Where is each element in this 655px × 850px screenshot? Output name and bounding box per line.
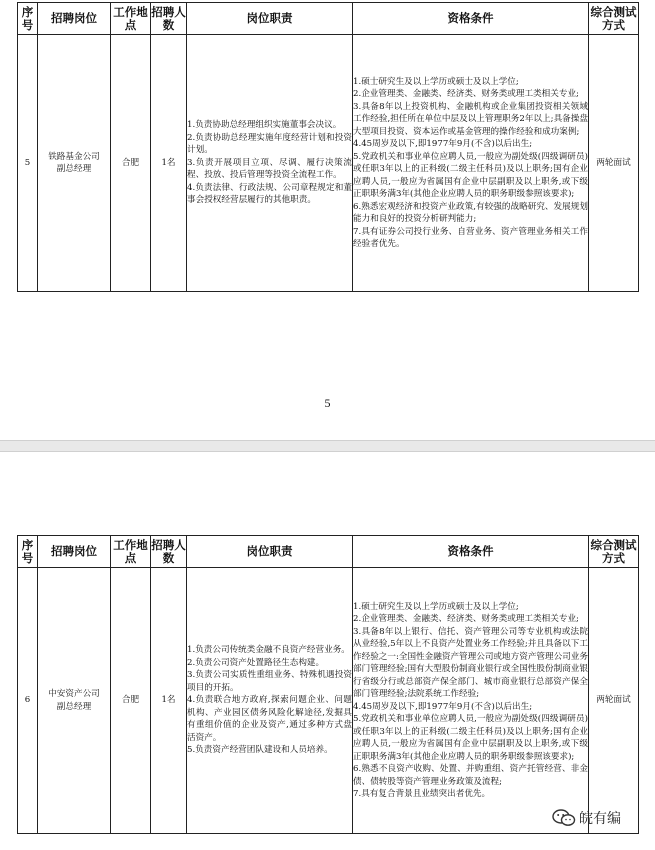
table-row <box>18 568 639 834</box>
qualification-item: 5.党政机关和事业单位应聘人员,一般应为副处级(四级调研员)或任职3年以上的正科级(二级主任科员)及以上职务;国有企业应聘人员,一般应为省属国有企业中层副职及以上职务,或下级正职职务满3年(其他企业应聘人员的职务职级参照该要求); <box>353 714 588 762</box>
cell-duties <box>187 35 353 292</box>
header-location: 工作地点 <box>111 3 151 35</box>
wechat-icon <box>552 809 576 827</box>
header-seq: 序号 <box>18 3 38 35</box>
qualification-item: 3.具备8年以上银行、信托、资产管理公司等专业机构或法院从业经验,5年以上不良资产处置业务工作经验;并且具备以下工作经验之一:全国性金融资产管理公司或地方资产管理公司业务部门管理经验;国有大型股份制商业银行或全国性股份制商业银行省级分行或总部资产保全部门、城市商业银行总部资产保全部门管理经验;法院系统工作经验; <box>353 626 588 699</box>
duty-item: 5.负责资产经营团队建设和人员培养。 <box>187 745 333 756</box>
qualification-item: 6.熟悉宏观经济和投资产业政策,有较强的战略研究、发展规划能力和良好的投资分析研判能力; <box>353 201 588 224</box>
header-assessment: 综合测试方式 <box>589 536 639 568</box>
cell-duties <box>187 568 353 834</box>
header-qualifications: 资格条件 <box>353 536 589 568</box>
cell-seq: 6 <box>18 568 38 834</box>
cell-qualifications <box>353 35 589 292</box>
position-title: 副总经理 <box>56 164 92 174</box>
cell-count: 1名 <box>151 35 187 292</box>
cell-location: 合肥 <box>111 568 151 834</box>
duty-item: 4.负责联合地方政府,探索问题企业、问题机构、产业园区债务风险化解途径,发掘具有重组价值的企业及资产,通过多种方式盘活资产。 <box>187 695 352 743</box>
qualification-item: 1.硕士研究生及以上学历或硕士及以上学位; <box>353 76 519 87</box>
document-page-2 <box>0 452 655 850</box>
position-title: 副总经理 <box>56 701 92 712</box>
header-count: 招聘人数 <box>151 3 187 35</box>
watermark <box>552 808 621 828</box>
cell-position <box>38 35 111 292</box>
page-separator <box>0 440 655 452</box>
header-qualifications: 资格条件 <box>353 3 589 35</box>
qualification-item: 4.45周岁及以下,即1977年9月(不含)以后出生; <box>353 701 533 712</box>
table-header-row <box>18 3 639 35</box>
qualification-item: 1.硕士研究生及以上学历或硕士及以上学位; <box>353 601 519 612</box>
qualification-item: 7.具有复合背景且业绩突出者优先。 <box>353 789 491 799</box>
qualification-item: 7.具有证券公司投行业务、自营业务、资产管理业务相关工作经验者优先。 <box>353 226 588 249</box>
recruitment-table <box>17 535 639 834</box>
cell-location: 合肥 <box>111 35 151 292</box>
qualification-item: 6.熟悉不良资产收购、处置、并购重组、资产托管经营、非金债、债转股等资产管理业务政策及流程; <box>353 764 588 787</box>
cell-assessment: 两轮面试 <box>589 568 639 834</box>
duty-item: 3.负责开展项目立项、尽调、履行决策流程、投放、投后管理等投资全流程工作。 <box>187 157 352 181</box>
duty-item: 2.负责公司资产处置路径生态构建。 <box>187 657 325 668</box>
header-location: 工作地点 <box>111 536 151 568</box>
recruitment-table <box>17 2 639 292</box>
duty-item: 1.负责公司传统类金融不良资产经营业务。 <box>187 645 350 656</box>
qualification-item: 2.企业管理类、金融类、经济类、财务类或理工类相关专业; <box>353 614 579 624</box>
qualification-item: 5.党政机关和事业单位应聘人员,一般应为副处级(四级调研员)或任职3年以上的正科级(二级主任科员)及以上职务;国有企业应聘人员,一般应为省属国有企业中层副职及以上职务,或下级正职职务满3年(其他企业应聘人员的职务职级参照该要求); <box>353 151 588 199</box>
cell-position <box>38 568 111 834</box>
header-seq: 序号 <box>18 536 38 568</box>
duty-item: 2.负责协助总经理实施年度经营计划和投资计划。 <box>187 132 352 156</box>
duty-item: 4.负责法律、行政法规、公司章程规定和董事会授权经营层履行的其他职责。 <box>187 182 352 206</box>
page-number: 5 <box>324 396 331 410</box>
duty-item: 3.负责公司实质性重组业务、特殊机遇投资项目的开拓。 <box>187 670 352 693</box>
qualification-item: 4.45周岁及以下,即1977年9月(不含)以后出生; <box>353 139 533 149</box>
cell-qualifications <box>353 568 589 834</box>
qualification-item: 3.具备8年以上投资机构、金融机构或企业集团投资相关领域工作经验,担任所在单位中层及以上管理职务2年以上;具备操盘大型项目投资、资本运作或基金管理的操作经验和成功案例; <box>353 101 588 137</box>
cell-assessment: 两轮面试 <box>589 35 639 292</box>
header-duties: 岗位职责 <box>187 536 353 568</box>
header-position: 招聘岗位 <box>38 3 111 35</box>
position-name: 铁路基金公司 <box>48 151 100 162</box>
table-header-row <box>18 536 639 568</box>
header-assessment: 综合测试方式 <box>589 3 639 35</box>
header-position: 招聘岗位 <box>38 536 111 568</box>
position-name: 中安资产公司 <box>48 689 100 699</box>
qualification-item: 2.企业管理类、金融类、经济类、财务类或理工类相关专业; <box>353 89 579 99</box>
duty-item: 1.负责协助总经理组织实施董事会决议。 <box>187 120 342 131</box>
header-duties: 岗位职责 <box>187 3 353 35</box>
cell-seq: 5 <box>18 35 38 292</box>
cell-count: 1名 <box>151 568 187 834</box>
table-row <box>18 35 639 292</box>
header-count: 招聘人数 <box>151 536 187 568</box>
watermark-text: 皖有编 <box>579 811 621 827</box>
